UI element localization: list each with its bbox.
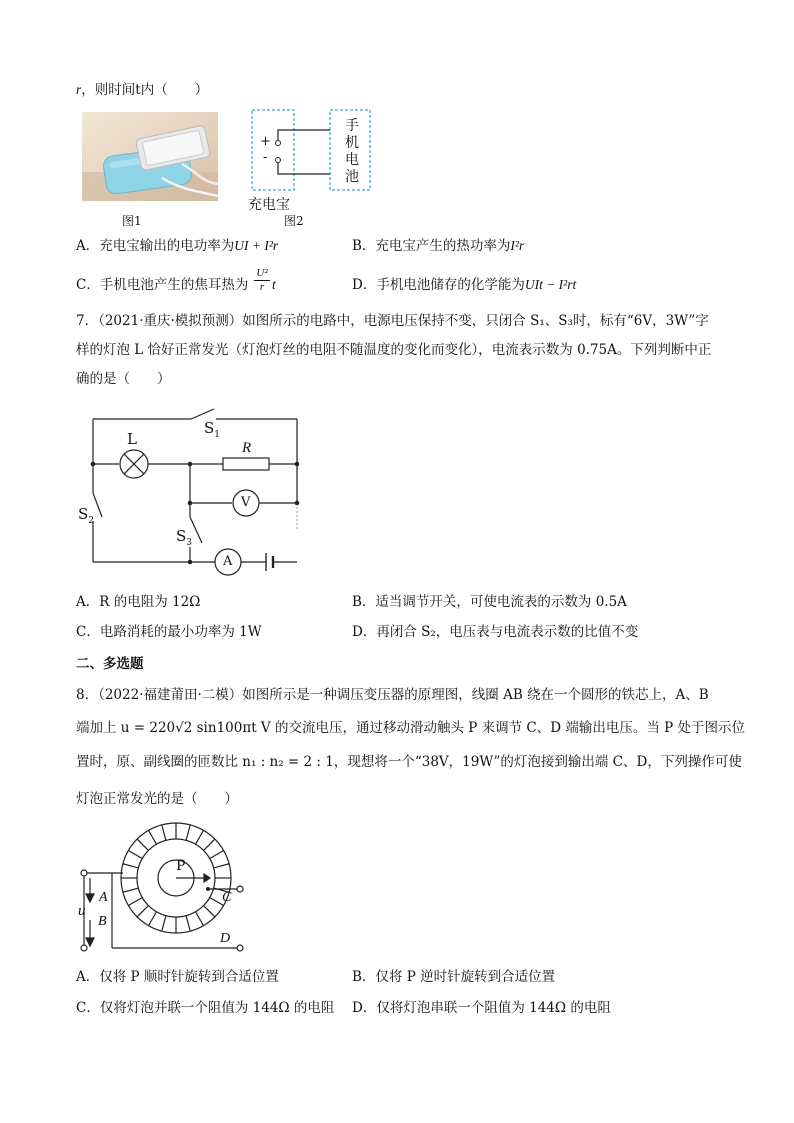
q8-option-b: B．仅将 P 逆时针旋转到合适位置 [352, 969, 556, 985]
resistor-label: R [242, 440, 252, 456]
coil-winding [162, 916, 166, 931]
q6-option-c [76, 276, 248, 294]
s1-label: $S_1$ [204, 419, 221, 440]
battery-label-char: 手 [345, 118, 359, 134]
q8-line-4: 灯泡正常发光的是（ ） [76, 791, 238, 807]
q6-option-d [352, 276, 576, 294]
battery-label-char: 池 [345, 169, 359, 185]
q6-option-c-fraction [254, 267, 270, 294]
coil-winding [210, 851, 224, 859]
q7-line-3: 确的是（ ） [76, 371, 171, 387]
coil-winding [137, 906, 148, 917]
battery-label-char: 机 [345, 135, 359, 151]
coil-winding [214, 864, 229, 868]
coil-winding [186, 825, 190, 840]
q7-line-1: 7．（2021·重庆·模拟预测）如图所示的电路中，电源电压保持不变，只闭合 S₁、S₃时，标有“6V，3W”字 [76, 313, 709, 329]
plus-terminal-label: + [260, 134, 271, 149]
slider-p-label: P [176, 858, 186, 874]
q8-line-1: 8．（2022·福建莆田·二模）如图所示是一种调压变压器的原理图，线圈 AB 绕在一个圆形的铁芯上，A、B [76, 687, 709, 703]
option-text: C．手机电池产生的焦耳热为 [76, 277, 249, 293]
option-text: A．充电宝输出的电功率为 [76, 238, 235, 254]
power-bank-photo-icon [82, 112, 218, 201]
power-bank-label: 充电宝 [248, 197, 290, 213]
q7-option-d: D．再闭合 S₂，电压表与电流表示数的比值不变 [352, 624, 639, 640]
battery-label [342, 118, 362, 186]
terminal-a-label: A [99, 890, 108, 905]
voltmeter-label: V [241, 495, 251, 510]
q8-option-d: D．仅将灯泡串联一个阻值为 144Ω 的电阻 [352, 1000, 611, 1016]
coil-winding [149, 830, 157, 844]
option-expr: UIt − I²rt [524, 277, 577, 292]
q6-intro-var: r [76, 82, 82, 97]
q7-option-c: C．电路消耗的最小功率为 1W [76, 624, 262, 640]
coil-winding [123, 864, 138, 868]
u-label: u [78, 903, 86, 919]
q8-line-2: 端加上 u = 220√2 sin100πt V 的交流电压，通过移动滑动触头 P 来调节 C、D 端输出电压。当 P 处于图示位 [76, 720, 746, 736]
figure-1-power-bank-photo [82, 112, 218, 201]
coil-winding [204, 839, 215, 850]
figure-2-caption: 图2 [284, 214, 304, 228]
coil-winding [128, 898, 142, 906]
q8-option-a: A．仅将 P 顺时针旋转到合适位置 [76, 969, 279, 985]
q6-option-b [352, 237, 524, 255]
ammeter-label: A [223, 554, 233, 569]
section-heading-multi-choice: 二、多选题 [76, 656, 144, 672]
q8-transformer-diagram [76, 820, 256, 960]
terminal-d-label: D [220, 931, 231, 946]
fraction-denominator: r [259, 281, 265, 293]
coil-winding [196, 830, 204, 844]
coil-winding [204, 906, 215, 917]
battery-label-char: 电 [345, 152, 359, 168]
option-text: B．充电宝产生的热功率为 [352, 238, 511, 254]
s3-label: $S_3$ [176, 527, 193, 548]
minus-terminal-label: - [263, 150, 268, 165]
coil-winding [149, 912, 157, 926]
fraction-numerator: U² [254, 267, 270, 281]
option-text: D．手机电池储存的化学能为 [352, 277, 525, 293]
coil-winding [123, 888, 138, 892]
q8-line-3: 置时，原、副线圈的匝数比 n₁ : n₂ = 2 : 1，现想将一个“38V，19W”的灯泡接到输出端 C、D，下列操作可使 [76, 754, 742, 770]
coil-winding [186, 916, 190, 931]
figure-1-caption: 图1 [122, 214, 142, 228]
terminal-b-label: B [98, 914, 107, 929]
power-bank-dashed-box [252, 110, 294, 190]
option-expr: I²r [510, 238, 525, 253]
lamp-label: L [127, 430, 137, 448]
q7-circuit-diagram [76, 405, 316, 585]
q7-option-a: A．R 的电阻为 12Ω [76, 594, 201, 610]
q6-option-c-t: t [272, 277, 276, 292]
s2-label: $S_2$ [78, 505, 95, 526]
coil-winding [128, 851, 142, 859]
q6-intro-text: ，则时间t内（ ） [81, 82, 209, 98]
q7-option-b: B．适当调节开关，可使电流表的示数为 0.5A [352, 594, 627, 610]
coil-winding [137, 839, 148, 850]
q6-intro [76, 81, 208, 99]
circuit-svg [76, 405, 316, 585]
option-expr: UI + I²r [234, 238, 279, 253]
terminal-c-label: C [222, 890, 232, 905]
coil-winding [196, 912, 204, 926]
figure-2-schematic [248, 108, 378, 226]
q7-line-2: 样的灯泡 L 恰好正常发光（灯泡灯丝的电阻不随温度的变化而变化），电流表示数为 0.75A。下列判断中正 [76, 342, 712, 358]
q8-option-c: C．仅将灯泡并联一个阻值为 144Ω 的电阻 [76, 1000, 335, 1016]
coil-winding [162, 825, 166, 840]
q6-option-a [76, 237, 278, 255]
